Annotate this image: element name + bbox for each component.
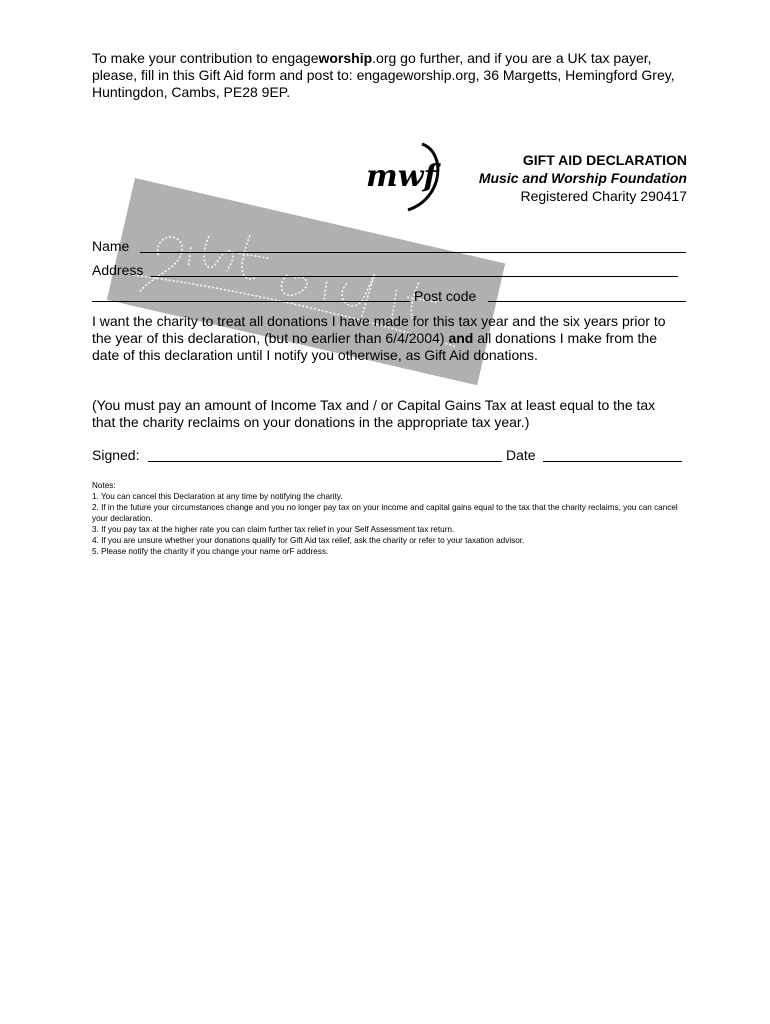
intro-paragraph bbox=[92, 50, 682, 101]
notes-section bbox=[92, 480, 692, 557]
logo-text: mwf bbox=[366, 159, 437, 194]
postcode-label: Post code bbox=[414, 288, 477, 304]
mwf-logo-icon bbox=[360, 140, 450, 215]
note-item: 4. If you are unsure whether your donations qualify for Gift Aid tax relief, ask the charity or refer to your taxation advisor. bbox=[92, 536, 525, 545]
note-item: 1. You can cancel this Declaration at any time by notifying the charity. bbox=[92, 492, 343, 501]
intro-brand-bold: worship bbox=[318, 50, 373, 66]
charity-number: Registered Charity 290417 bbox=[520, 188, 687, 204]
note-item: 5. Please notify the charity if you change your name orF address. bbox=[92, 547, 329, 556]
signature-field[interactable] bbox=[148, 461, 502, 462]
declaration-paragraph bbox=[92, 313, 682, 364]
address-field[interactable] bbox=[150, 276, 678, 277]
name-field[interactable] bbox=[140, 252, 686, 253]
declaration-title: GIFT AID DECLARATION bbox=[522, 152, 687, 168]
signed-label: Signed: bbox=[92, 447, 140, 463]
declaration-text-end: all donations I make from the date of this declaration until I notify you otherwise, as Gift Aid donations. bbox=[92, 330, 657, 363]
name-label: Name bbox=[92, 238, 130, 254]
notes-heading: Notes: bbox=[92, 481, 116, 490]
declaration-text-start: I want the charity to treat all donations I have made for this tax year and the six years prior to the year of this declaration, (but no earlier than 6/4/2004) bbox=[92, 313, 666, 346]
note-item: 2. If in the future your circumstances change and you no longer pay tax on your income and capital gains equal to the tax that the charity reclaims, you can cancel your declaration. bbox=[92, 503, 678, 523]
date-label: Date bbox=[506, 447, 536, 463]
note-item: 3. If you pay tax at the higher rate you can claim further tax relief in your Self Assessment tax return. bbox=[92, 525, 455, 534]
declaration-header bbox=[479, 151, 687, 205]
foundation-name: Music and Worship Foundation bbox=[478, 170, 687, 186]
intro-text-end: .org go further, and if you are a UK tax payer, please, fill in this Gift Aid form and post to: engageworship.org, 36 Margetts, Hemingford Grey, Huntingdon, Cambs, PE28 9EP. bbox=[92, 50, 675, 100]
address-label: Address bbox=[92, 262, 144, 278]
date-field[interactable] bbox=[543, 461, 682, 462]
tax-note-paragraph: (You must pay an amount of Income Tax and / or Capital Gains Tax at least equal to the tax that the charity reclaims on your donations in the appropriate tax year.) bbox=[92, 397, 656, 430]
declaration-and-bold: and bbox=[448, 330, 474, 346]
intro-text-start: To make your contribution to engage bbox=[92, 50, 319, 66]
postcode-field[interactable] bbox=[488, 301, 686, 302]
address-line-2-field[interactable] bbox=[92, 301, 410, 302]
